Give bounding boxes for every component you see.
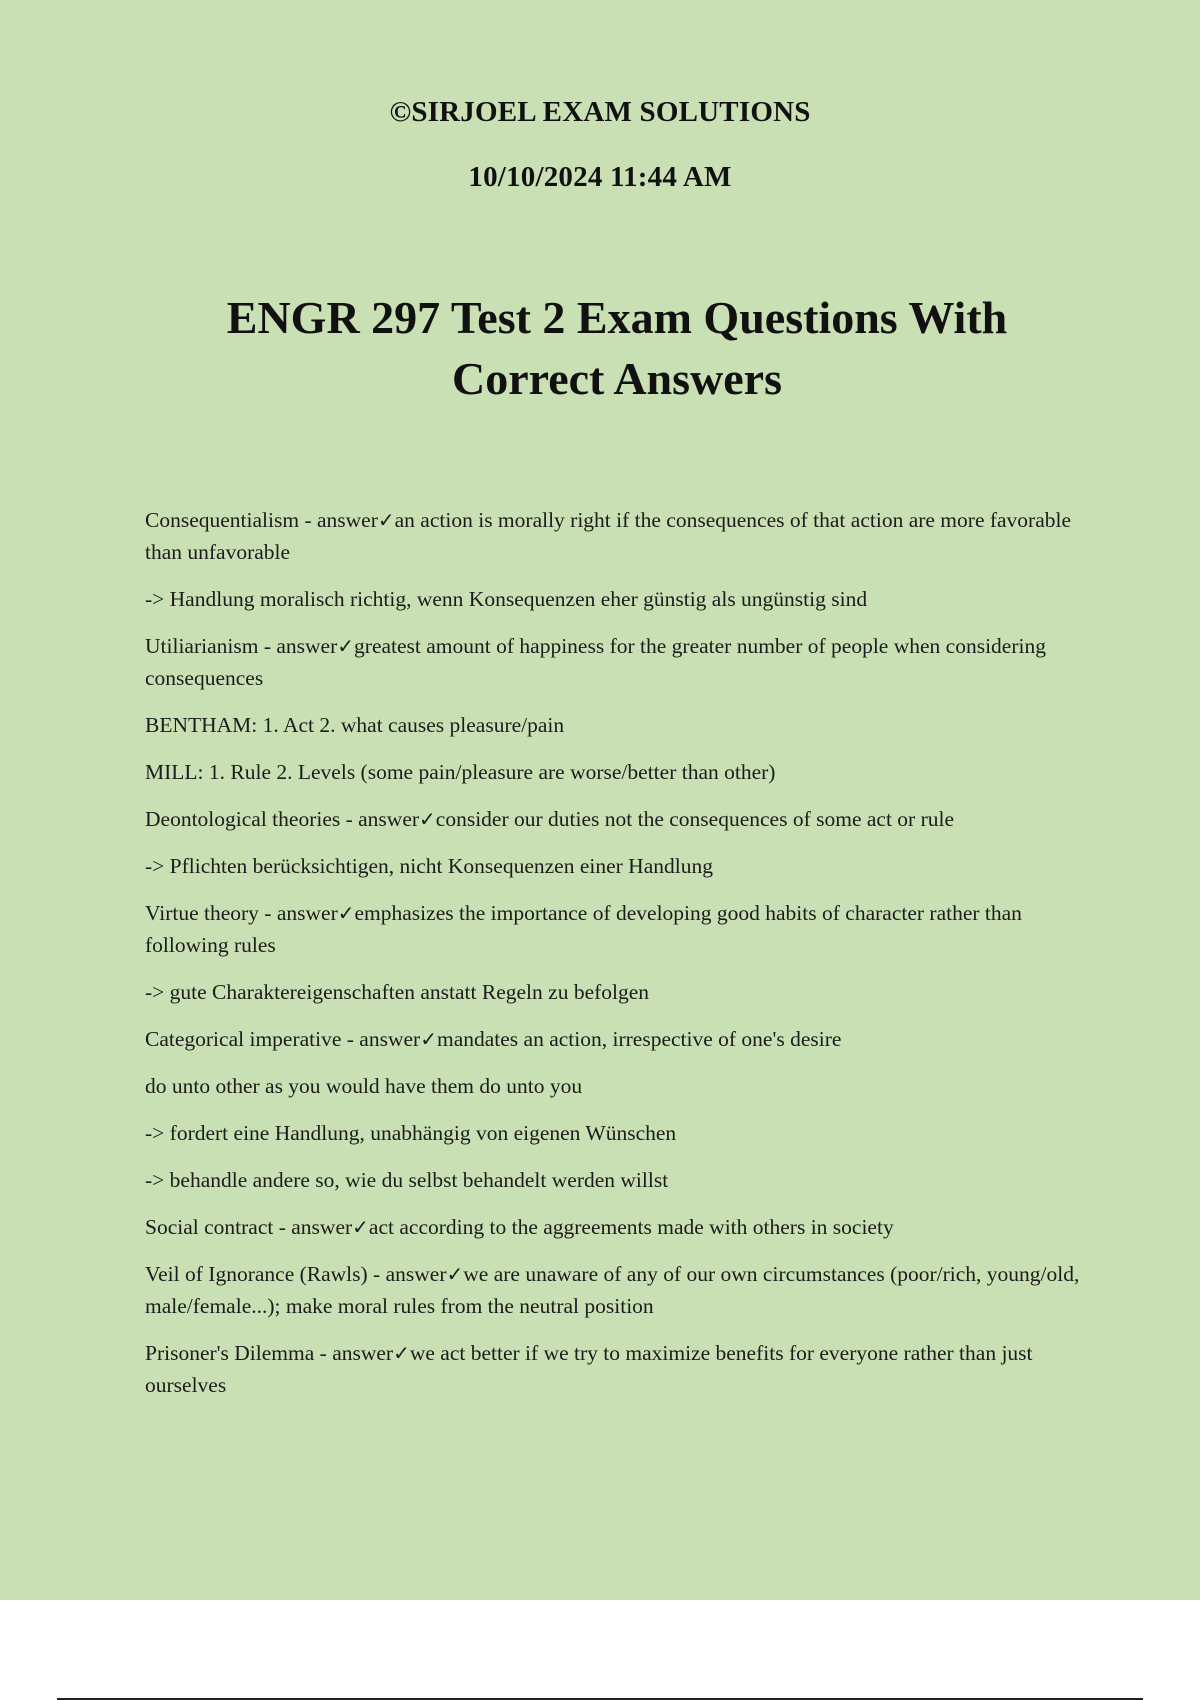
brand-header: ©SIRJOEL EXAM SOLUTIONS xyxy=(389,96,811,128)
entry-answer: an action is morally right if the consequences of that action are more favorable than unfavorable xyxy=(145,508,1072,564)
qa-entry xyxy=(145,583,1095,615)
entry-note: -> Handlung moralisch richtig, wenn Konsequenzen eher günstig als ungünstig sind xyxy=(145,587,868,611)
qa-list xyxy=(145,504,1095,1416)
entry-term: Veil of Ignorance (Rawls) - answer xyxy=(145,1262,447,1286)
entry-answer: consider our duties not the consequences of some act or rule xyxy=(435,807,955,831)
entry-term: Consequentialism - answer xyxy=(145,508,378,532)
entry-note: -> Pflichten berücksichtigen, nicht Konsequenzen einer Handlung xyxy=(145,854,713,878)
entry-term: Virtue theory - answer xyxy=(145,901,338,925)
entry-note: -> fordert eine Handlung, unabhängig von eigenen Wünschen xyxy=(145,1121,677,1145)
entry-term: Utiliarianism - answer xyxy=(145,634,338,658)
qa-entry xyxy=(145,897,1095,961)
qa-entry xyxy=(145,1117,1095,1149)
page-footer-area xyxy=(0,1600,1200,1700)
entry-answer: mandates an action, irrespective of one's desire xyxy=(436,1027,842,1051)
qa-entry xyxy=(145,1070,1095,1102)
entry-note: BENTHAM: 1. Act 2. what causes pleasure/pain xyxy=(145,713,565,737)
checkmark-icon: ✓ xyxy=(446,1262,464,1286)
qa-entry xyxy=(145,803,1095,835)
checkmark-icon: ✓ xyxy=(352,1215,369,1239)
timestamp-header: 10/10/2024 11:44 AM xyxy=(468,161,732,193)
qa-entry xyxy=(145,1258,1095,1322)
qa-entry xyxy=(145,504,1095,568)
entry-term: Social contract - answer xyxy=(145,1215,353,1239)
qa-entry xyxy=(145,630,1095,694)
entry-answer: we act better if we try to maximize benefits for everyone rather than just ourselves xyxy=(145,1341,1033,1397)
checkmark-icon: ✓ xyxy=(377,508,395,532)
qa-entry xyxy=(145,976,1095,1008)
entry-answer: we are unaware of any of our own circumstances (poor/rich, young/old, male/female...); make moral rules from the neutral position xyxy=(145,1262,1080,1318)
entry-answer: greatest amount of happiness for the greater number of people when considering consequences xyxy=(145,634,1046,690)
checkmark-icon: ✓ xyxy=(337,634,355,658)
entry-note: MILL: 1. Rule 2. Levels (some pain/pleasure are worse/better than other) xyxy=(145,760,776,784)
checkmark-icon: ✓ xyxy=(419,807,436,831)
entry-term: Prisoner's Dilemma - answer xyxy=(145,1341,394,1365)
qa-entry xyxy=(145,1337,1095,1401)
checkmark-icon: ✓ xyxy=(393,1341,410,1365)
qa-entry xyxy=(145,1211,1095,1243)
qa-entry xyxy=(145,1023,1095,1055)
entry-answer: act according to the aggreements made with others in society xyxy=(368,1215,894,1239)
entry-term: Categorical imperative - answer xyxy=(145,1027,421,1051)
entry-note: -> gute Charaktereigenschaften anstatt Regeln zu befolgen xyxy=(145,980,650,1004)
checkmark-icon: ✓ xyxy=(420,1027,437,1051)
entry-term: Deontological theories - answer xyxy=(145,807,420,831)
document-title: ENGR 297 Test 2 Exam Questions With Correct Answers xyxy=(226,292,1008,404)
entry-note: do unto other as you would have them do unto you xyxy=(145,1074,583,1098)
checkmark-icon: ✓ xyxy=(337,901,355,925)
qa-entry xyxy=(145,850,1095,882)
entry-answer: emphasizes the importance of developing good habits of character rather than following rules xyxy=(145,901,1022,957)
qa-entry xyxy=(145,1164,1095,1196)
entry-note: -> behandle andere so, wie du selbst behandelt werden willst xyxy=(145,1168,669,1192)
qa-entry xyxy=(145,756,1095,788)
qa-entry xyxy=(145,709,1095,741)
